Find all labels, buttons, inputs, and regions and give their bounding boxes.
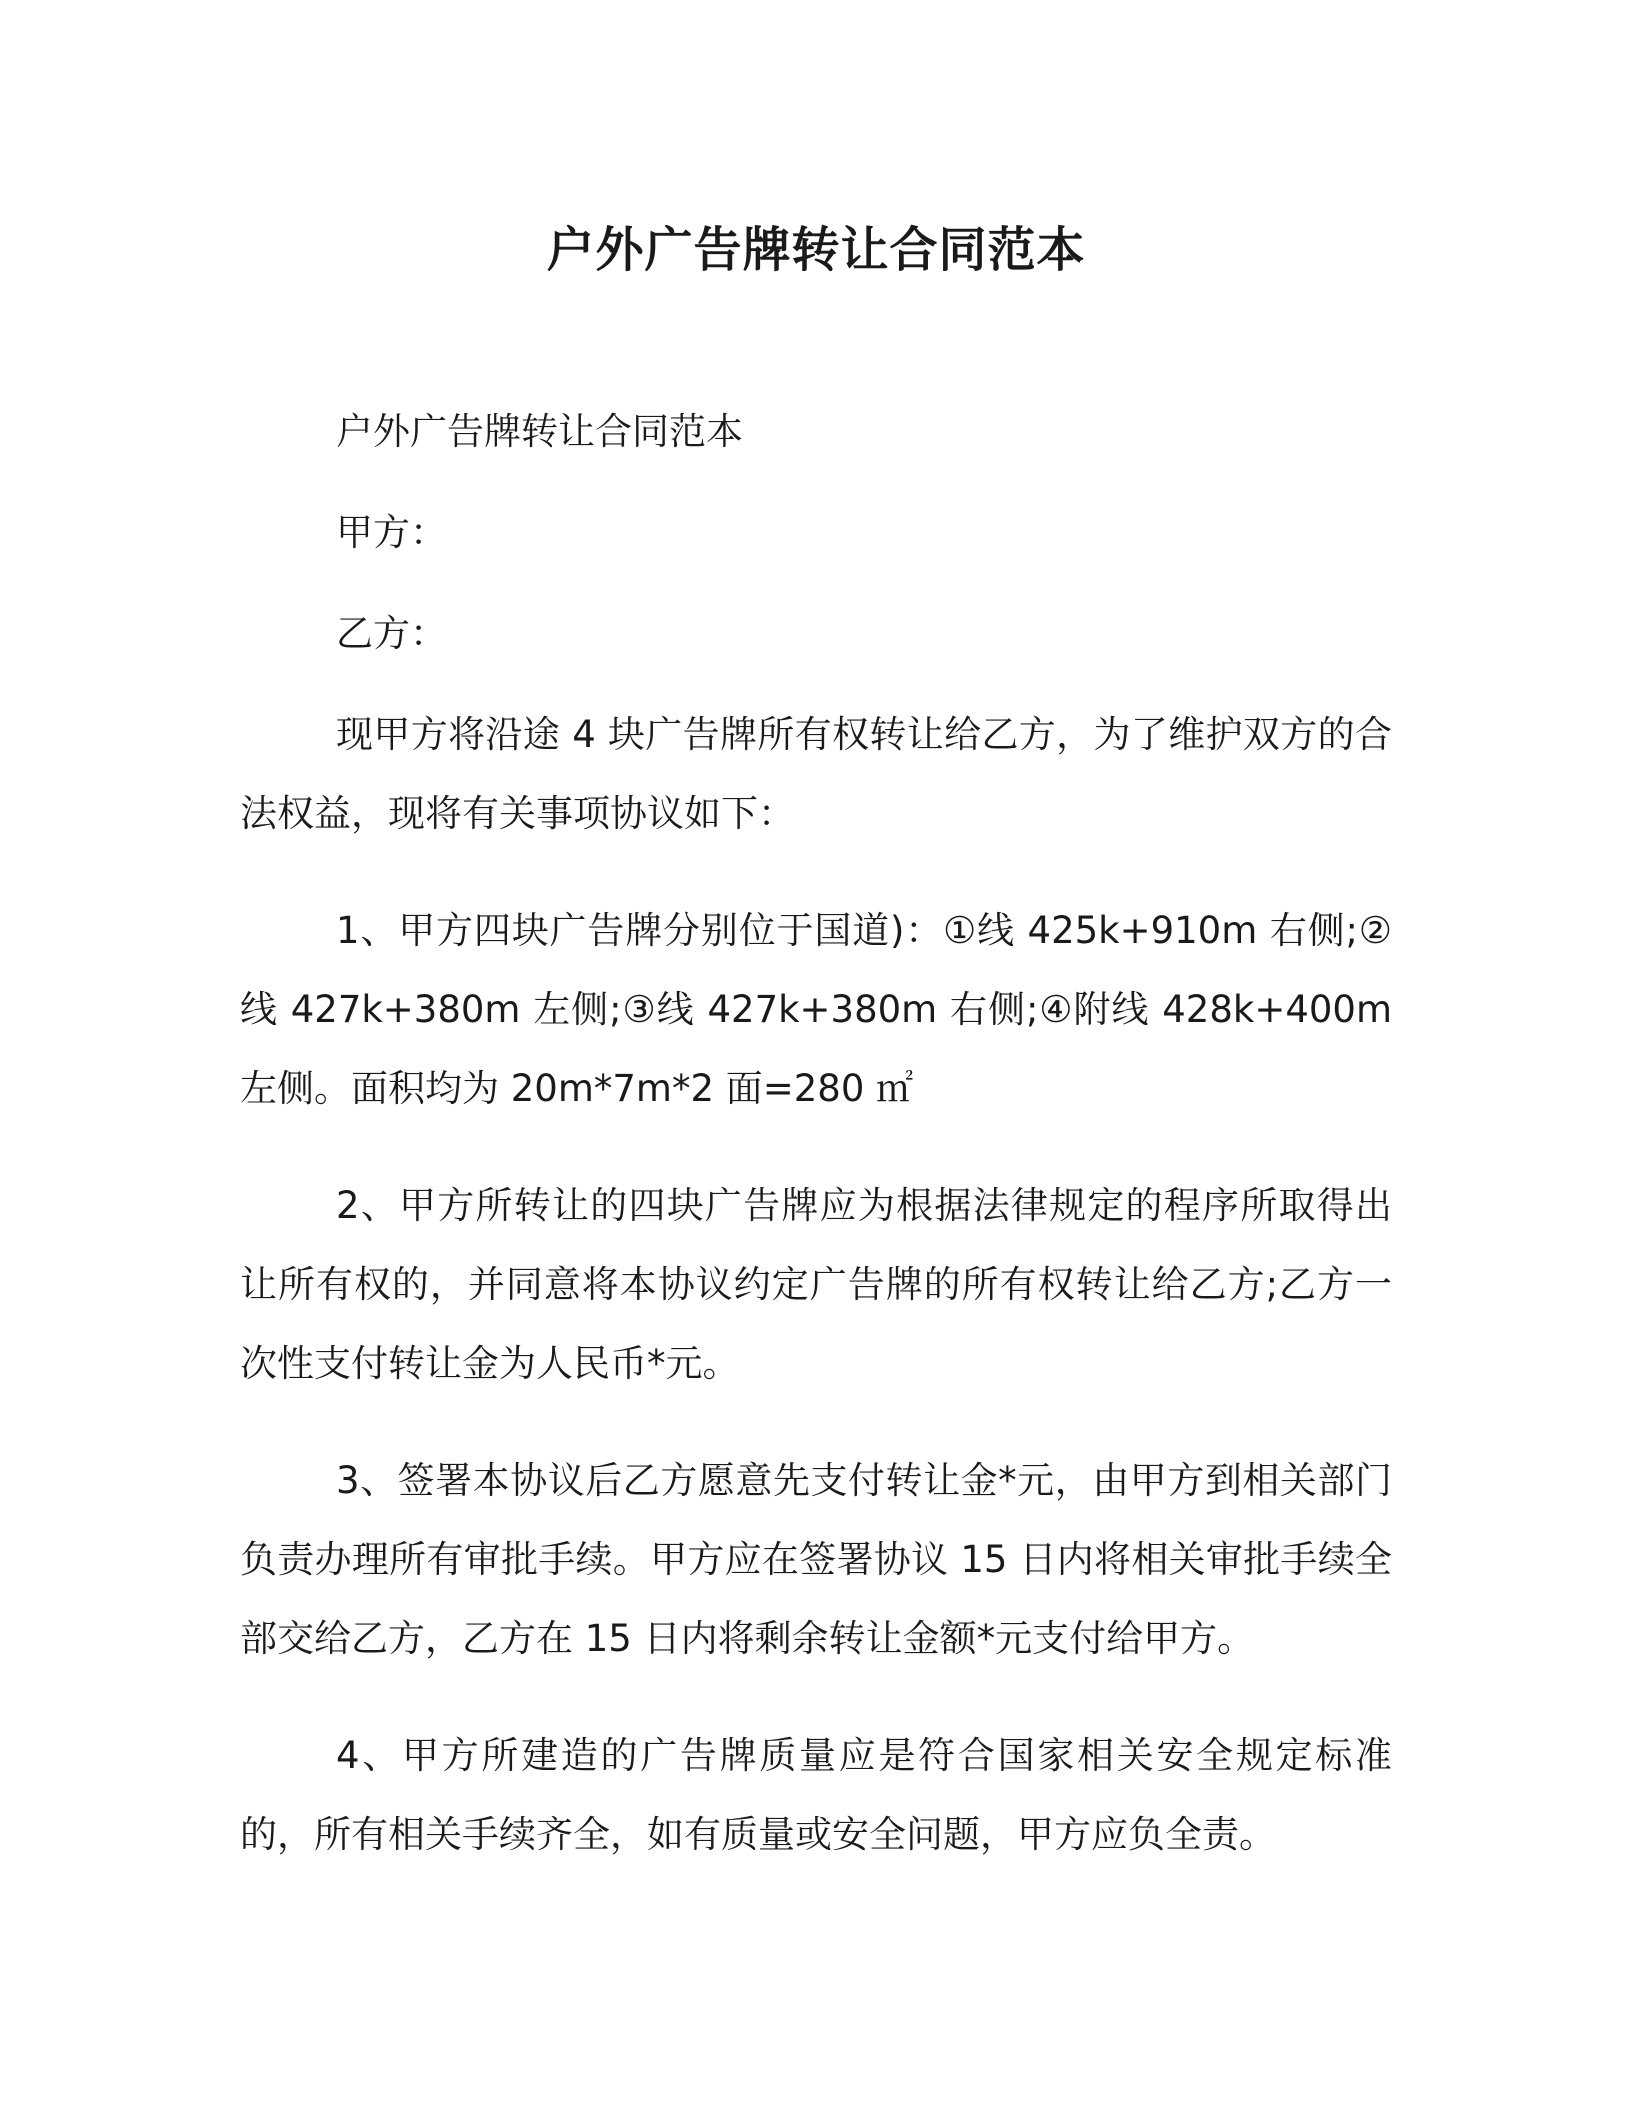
subtitle-paragraph: 户外广告牌转让合同范本 — [336, 410, 743, 453]
party-b-line: 乙方： — [336, 612, 447, 655]
clause-2: 2、甲方所转让的四块广告牌应为根据法律规定的程序所取得出让所有权的，并同意将本协议约定广告牌的所有权转让给乙方;乙方一次性支付转让金为人民币*元。 — [240, 1184, 1392, 1385]
document-body — [240, 392, 1392, 1912]
party-a-line: 甲方： — [336, 511, 447, 554]
intro-paragraph: 现甲方将沿途 4 块广告牌所有权转让给乙方，为了维护双方的合法权益，现将有关事项协议如下： — [240, 713, 1392, 835]
clause-3: 3、签署本协议后乙方愿意先支付转让金*元，由甲方到相关部门负责办理所有审批手续。甲方应在签署协议 15 日内将相关审批手续全部交给乙方，乙方在 15 日内将剩余转让金额*元支付给甲方。 — [240, 1459, 1392, 1660]
clause-4: 4、甲方所建造的广告牌质量应是符合国家相关安全规定标准的，所有相关手续齐全，如有质量或安全问题，甲方应负全责。 — [240, 1734, 1392, 1856]
document-title: 户外广告牌转让合同范本 — [546, 222, 1086, 278]
clause-1: 1、甲方四块广告牌分别位于国道)：①线 425k+910m 右侧;②线 427k+380m 左侧;③线 427k+380m 右侧;④附线 428k+400m 左侧。面积均为 20m*7m*2 面=280 ㎡ — [240, 909, 1392, 1110]
